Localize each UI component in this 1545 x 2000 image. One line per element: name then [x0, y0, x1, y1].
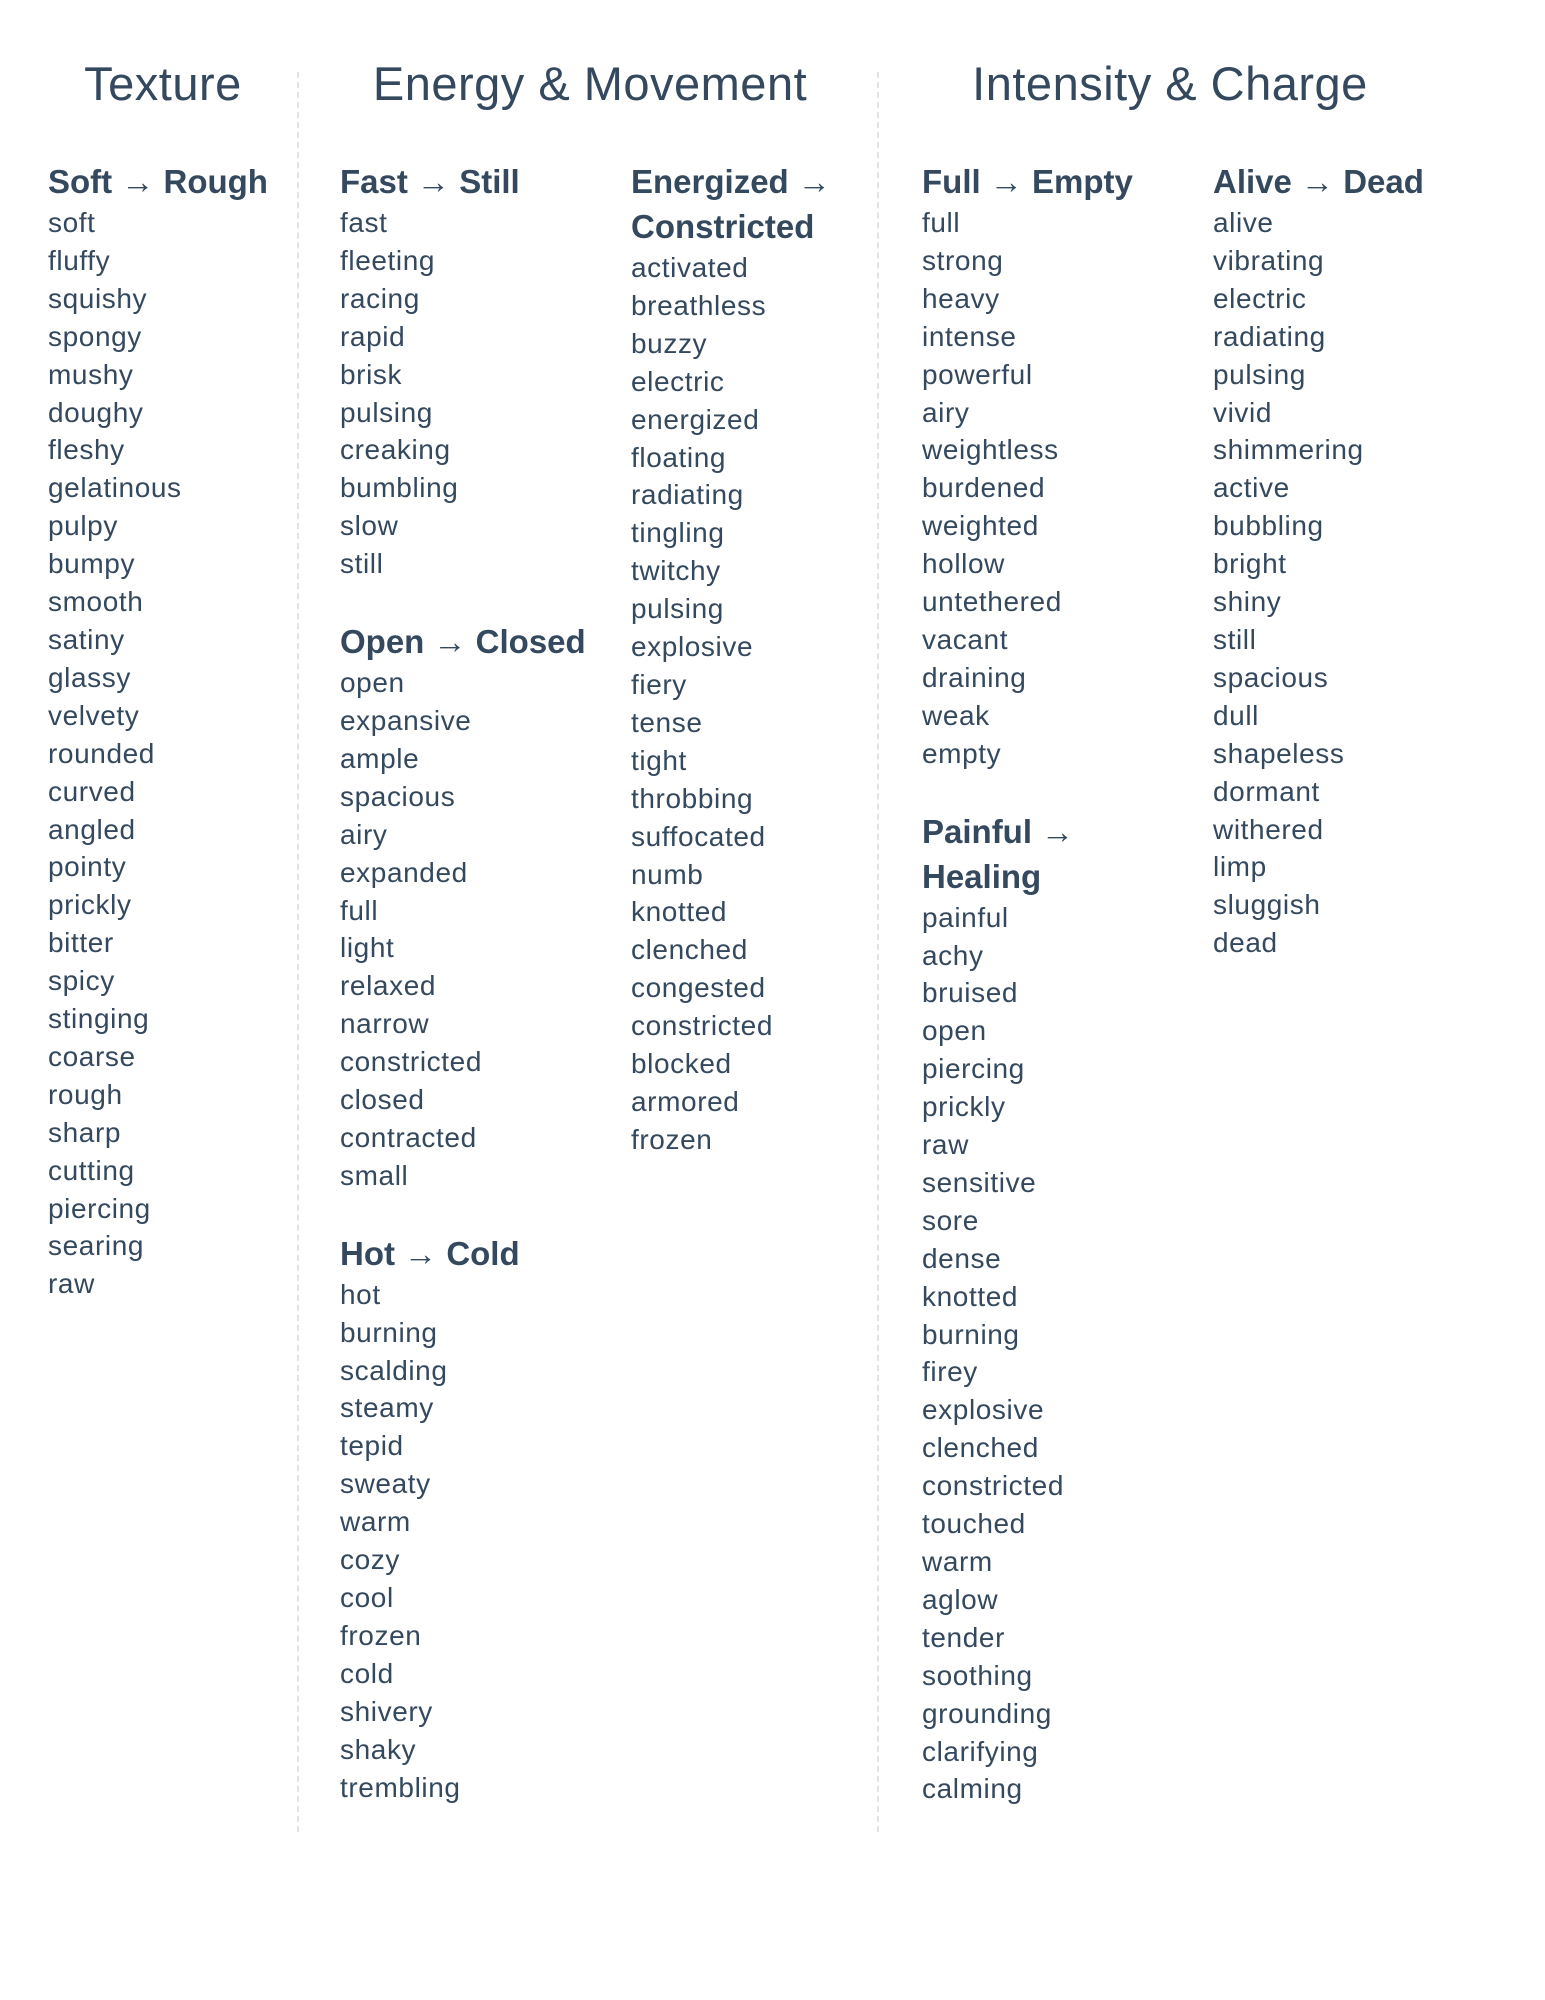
- word-item: bubbling: [1213, 510, 1324, 542]
- word-item: open: [922, 1015, 987, 1047]
- word-list: [631, 249, 861, 1159]
- word-item: electric: [631, 365, 725, 397]
- word-item: velvety: [48, 699, 140, 731]
- word-item: prickly: [48, 889, 132, 921]
- word-item: pulsing: [340, 396, 433, 428]
- word-item: closed: [340, 1084, 425, 1116]
- word-item: pulsing: [1213, 358, 1306, 390]
- word-item: breathless: [631, 289, 767, 321]
- word-list: [340, 204, 610, 583]
- word-item: small: [340, 1159, 409, 1191]
- word-item: doughy: [48, 396, 144, 428]
- word-item: strong: [922, 244, 1004, 276]
- word-item: narrow: [340, 1008, 430, 1040]
- word-item: weightless: [922, 434, 1059, 466]
- word-item: cozy: [340, 1544, 400, 1576]
- word-item: dormant: [1213, 775, 1320, 807]
- column-texture: [48, 159, 288, 1339]
- group-hot-cold: [340, 1231, 610, 1807]
- word-item: fleshy: [48, 434, 125, 466]
- word-item: scalding: [340, 1354, 448, 1386]
- word-item: rapid: [340, 320, 406, 352]
- column-intensity-right: [1213, 159, 1493, 998]
- word-item: squishy: [48, 282, 148, 314]
- word-item: curved: [48, 775, 136, 807]
- word-item: shimmering: [1213, 434, 1364, 466]
- column-energy-left: [340, 159, 610, 1842]
- word-item: shapeless: [1213, 737, 1345, 769]
- word-item: clenched: [631, 934, 748, 966]
- group-open-closed: [340, 619, 610, 1195]
- group-title: Full → Empty: [922, 163, 1133, 200]
- word-item: explosive: [922, 1394, 1045, 1426]
- word-item: bright: [1213, 548, 1287, 580]
- word-item: spacious: [340, 780, 456, 812]
- word-item: tingling: [631, 517, 725, 549]
- word-item: grounding: [922, 1697, 1052, 1729]
- word-item: touched: [922, 1508, 1026, 1540]
- word-item: knotted: [922, 1280, 1019, 1312]
- word-list: [1213, 204, 1493, 962]
- word-item: achy: [922, 939, 984, 971]
- group-full-empty: [922, 159, 1172, 773]
- word-item: bumbling: [340, 472, 459, 504]
- word-item: clarifying: [922, 1735, 1039, 1767]
- word-item: throbbing: [631, 782, 754, 814]
- group-painful-healing: [922, 809, 1172, 1809]
- word-item: racing: [340, 282, 420, 314]
- word-item: soft: [48, 207, 96, 238]
- word-item: piercing: [922, 1053, 1025, 1085]
- section-title-intensity-charge: Intensity & Charge: [972, 57, 1368, 110]
- word-item: bruised: [922, 977, 1019, 1009]
- word-item: vacant: [922, 623, 1009, 655]
- word-item: pointy: [48, 851, 127, 883]
- word-list: [922, 204, 1172, 773]
- word-item: suffocated: [631, 820, 766, 852]
- word-item: electric: [1213, 282, 1307, 314]
- word-item: constricted: [631, 1010, 773, 1042]
- word-item: fleeting: [340, 244, 436, 276]
- word-item: alive: [1213, 207, 1274, 238]
- word-item: spongy: [48, 320, 142, 352]
- word-item: sweaty: [340, 1468, 431, 1500]
- word-item: rounded: [48, 737, 155, 769]
- word-item: frozen: [340, 1619, 422, 1651]
- word-item: expanded: [340, 856, 468, 888]
- word-item: stinging: [48, 1003, 150, 1035]
- word-item: powerful: [922, 358, 1033, 390]
- word-item: tense: [631, 706, 703, 738]
- section-divider: [877, 72, 879, 1832]
- word-item: dense: [922, 1242, 1002, 1274]
- word-item: creaking: [340, 434, 451, 466]
- word-item: calming: [922, 1773, 1023, 1805]
- word-item: soothing: [922, 1659, 1033, 1691]
- word-item: piercing: [48, 1192, 151, 1224]
- word-item: ample: [340, 742, 420, 774]
- column-energy-right: [631, 159, 861, 1195]
- word-item: searing: [48, 1230, 145, 1262]
- word-item: buzzy: [631, 327, 708, 359]
- word-item: still: [1213, 623, 1257, 655]
- word-item: fiery: [631, 668, 687, 700]
- word-item: hollow: [922, 548, 1005, 580]
- word-item: intense: [922, 320, 1017, 352]
- word-item: shiny: [1213, 586, 1282, 618]
- word-item: burning: [340, 1316, 438, 1348]
- word-item: burning: [922, 1318, 1020, 1350]
- word-item: limp: [1213, 851, 1267, 883]
- section-title-energy-movement: Energy & Movement: [372, 57, 808, 110]
- word-item: expansive: [340, 704, 472, 736]
- word-item: energized: [631, 403, 760, 435]
- word-item: raw: [922, 1129, 969, 1161]
- group-title: Alive → Dead: [1213, 163, 1424, 200]
- group-title: Painful → Healing: [922, 812, 1075, 895]
- word-list: [340, 664, 610, 1195]
- word-item: aglow: [922, 1583, 999, 1615]
- word-item: tepid: [340, 1430, 404, 1462]
- group-title: Open → Closed: [340, 623, 586, 661]
- word-item: shivery: [340, 1695, 433, 1727]
- word-item: blocked: [631, 1048, 732, 1080]
- word-item: brisk: [340, 358, 403, 390]
- word-item: bitter: [48, 927, 114, 959]
- word-item: trembling: [340, 1771, 461, 1803]
- word-list: [340, 1276, 610, 1807]
- word-list: [922, 899, 1172, 1809]
- word-item: empty: [922, 737, 1002, 769]
- word-item: dead: [1213, 927, 1278, 959]
- word-item: frozen: [631, 1123, 713, 1155]
- word-item: raw: [48, 1268, 95, 1300]
- word-item: constricted: [340, 1046, 482, 1078]
- word-item: active: [1213, 472, 1290, 504]
- word-item: radiating: [631, 479, 744, 511]
- word-list: [48, 204, 288, 1303]
- group-fast-still: [340, 159, 610, 583]
- word-item: sharp: [48, 1116, 122, 1148]
- word-item: sensitive: [922, 1166, 1037, 1198]
- word-item: contracted: [340, 1121, 477, 1153]
- word-item: constricted: [922, 1470, 1064, 1502]
- word-item: coarse: [48, 1040, 136, 1072]
- word-item: warm: [922, 1546, 993, 1577]
- word-item: cool: [340, 1582, 394, 1613]
- word-item: numb: [631, 858, 704, 890]
- word-item: draining: [922, 661, 1027, 693]
- word-item: glassy: [48, 661, 131, 693]
- word-item: pulpy: [48, 510, 118, 542]
- word-item: firey: [922, 1356, 978, 1388]
- word-item: full: [340, 894, 379, 926]
- group-title: Fast → Still: [340, 163, 520, 200]
- word-item: angled: [48, 813, 136, 845]
- group-title: Soft → Rough: [48, 163, 268, 200]
- word-item: vivid: [1213, 396, 1273, 428]
- group-title: Hot → Cold: [340, 1234, 520, 1272]
- word-item: withered: [1213, 813, 1324, 845]
- word-item: shaky: [340, 1733, 417, 1765]
- word-item: congested: [631, 972, 766, 1004]
- word-item: floating: [631, 441, 727, 473]
- word-item: slow: [340, 510, 399, 542]
- word-item: light: [340, 932, 395, 964]
- word-item: pulsing: [631, 593, 724, 625]
- word-item: bumpy: [48, 548, 136, 580]
- word-item: airy: [340, 818, 388, 850]
- word-item: weighted: [922, 510, 1039, 542]
- word-item: explosive: [631, 631, 754, 663]
- word-item: heavy: [922, 282, 1000, 314]
- word-item: rough: [48, 1078, 123, 1110]
- word-item: radiating: [1213, 320, 1326, 352]
- word-item: gelatinous: [48, 472, 182, 504]
- group-title: Energized → Constricted: [631, 163, 831, 245]
- word-item: warm: [340, 1506, 411, 1538]
- word-item: prickly: [922, 1091, 1006, 1123]
- word-item: vibrating: [1213, 244, 1325, 276]
- word-item: dull: [1213, 699, 1259, 731]
- column-intensity-left: [922, 159, 1172, 1844]
- group-soft-rough: [48, 159, 288, 1303]
- word-item: tight: [631, 744, 687, 776]
- word-item: activated: [631, 252, 749, 283]
- group-alive-dead: [1213, 159, 1493, 962]
- word-item: knotted: [631, 896, 728, 928]
- word-item: sore: [922, 1204, 979, 1236]
- word-item: cutting: [48, 1154, 135, 1186]
- word-item: mushy: [48, 358, 134, 390]
- word-item: open: [340, 667, 405, 699]
- word-item: fast: [340, 207, 388, 238]
- word-item: steamy: [340, 1392, 434, 1424]
- word-item: full: [922, 207, 961, 238]
- word-item: smooth: [48, 586, 144, 618]
- word-item: spicy: [48, 965, 115, 997]
- word-item: armored: [631, 1085, 740, 1117]
- word-item: fluffy: [48, 244, 111, 276]
- word-item: relaxed: [340, 970, 437, 1002]
- word-item: still: [340, 548, 384, 580]
- word-item: airy: [922, 396, 970, 428]
- word-item: tender: [922, 1621, 1005, 1653]
- section-divider: [297, 72, 299, 1832]
- word-item: satiny: [48, 623, 125, 655]
- word-item: twitchy: [631, 555, 721, 587]
- word-item: burdened: [922, 472, 1046, 504]
- word-item: untethered: [922, 586, 1062, 618]
- word-item: cold: [340, 1657, 394, 1689]
- section-title-texture: Texture: [84, 57, 242, 110]
- word-item: spacious: [1213, 661, 1329, 693]
- group-energized-constricted: [631, 159, 861, 1159]
- word-item: weak: [922, 699, 990, 731]
- word-item: sluggish: [1213, 889, 1321, 921]
- word-item: hot: [340, 1278, 381, 1310]
- word-item: painful: [922, 901, 1009, 933]
- word-item: clenched: [922, 1432, 1039, 1464]
